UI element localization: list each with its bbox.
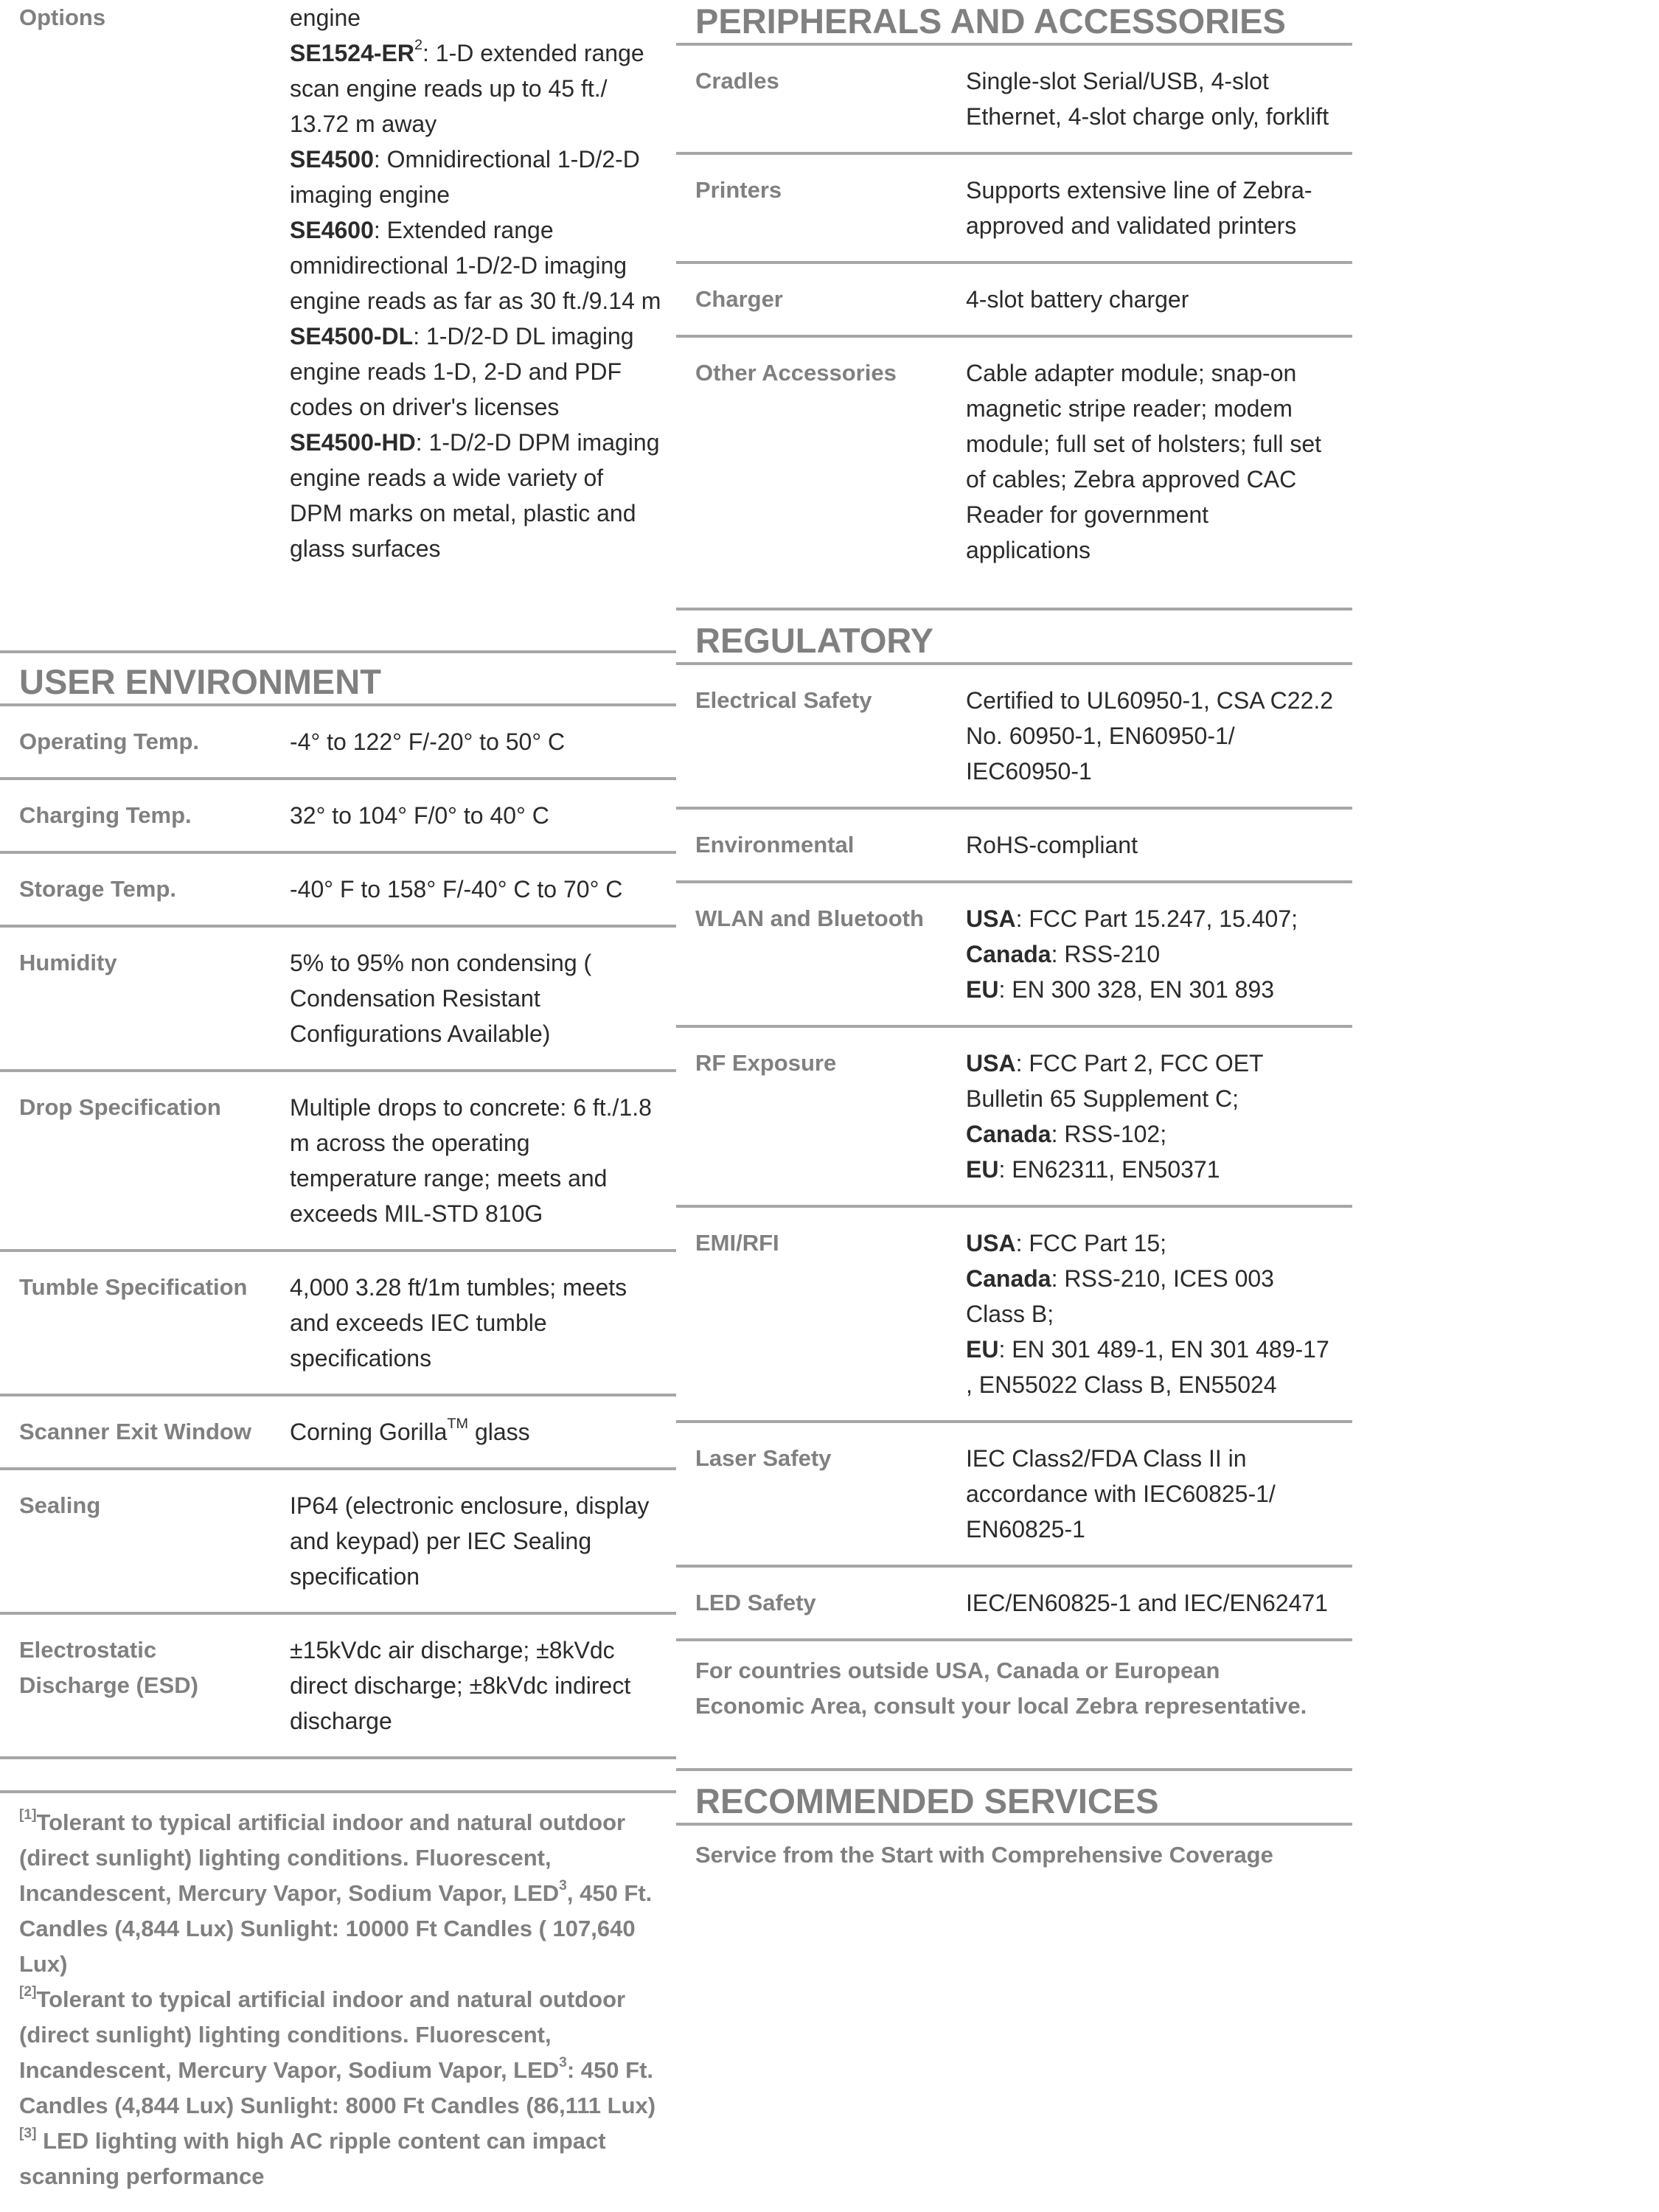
peripheral-label: Cradles [695, 68, 779, 94]
regulatory-text: IEC/EN60825-1 and IEC/EN62471 [966, 1590, 1328, 1616]
options-line [290, 319, 661, 425]
peripheral-row [676, 264, 1352, 338]
regulatory-label: EMI/RFI [695, 1230, 779, 1256]
spec-value-sup: TM [447, 1416, 469, 1433]
regulatory-value [947, 1208, 1352, 1420]
regulatory-table [676, 665, 1352, 1641]
regulatory-label: Laser Safety [695, 1445, 832, 1471]
regulatory-label: RF Exposure [695, 1050, 837, 1076]
regulatory-value [947, 810, 1352, 880]
spec-row [0, 1072, 676, 1252]
options-line-model: SE4500 [290, 146, 374, 173]
footnote-text: Tolerant to typical artificial indoor and natural outdoor (direct sunlight) lighting conditions. Fluorescent, Incandescent, Mercury Vapor, Sodium Vapor, LED [19, 1809, 626, 1906]
regulatory-line [966, 1332, 1338, 1402]
peripheral-row [676, 338, 1352, 585]
spec-label: Charging Temp. [19, 802, 192, 828]
regulatory-row [676, 665, 1352, 810]
regulatory-label: Environmental [695, 832, 855, 858]
regulatory-row [676, 1568, 1352, 1641]
options-line-text: : 1-D/2-D DPM imaging engine reads a wide variety of DPM marks on metal, plastic and glass surfaces [290, 429, 660, 562]
regulatory-value [947, 1028, 1352, 1205]
peripheral-row [676, 46, 1352, 155]
peripheral-row [676, 155, 1352, 264]
services-text: Service from the Start with Comprehensive Coverage [695, 1842, 1273, 1868]
spec-row [0, 1470, 676, 1615]
regulatory-text: RoHS-compliant [966, 832, 1138, 858]
options-line-sup: 2 [414, 37, 423, 54]
regulatory-row [676, 883, 1352, 1028]
regulatory-line [966, 972, 1338, 1007]
regulatory-region: EU [966, 1156, 999, 1183]
spec-row [0, 854, 676, 928]
regulatory-text: IEC Class2/FDA Class II in accordance with IEC60825-1/ EN60825-1 [966, 1445, 1276, 1543]
spec-label: Tumble Specification [19, 1274, 248, 1300]
peripherals-table [676, 46, 1352, 585]
options-line-model: SE4500-HD [290, 429, 416, 456]
peripheral-value: 4-slot battery charger [966, 286, 1189, 313]
spec-value: -40° F to 158° F/-40° C to 70° C [290, 876, 623, 902]
spec-value [271, 1397, 676, 1467]
regulatory-text: : EN 301 489-1, EN 301 489-17 , EN55022 Class B, EN55024 [966, 1336, 1329, 1398]
regulatory-text: : RSS-210, ICES 003 Class B; [966, 1265, 1274, 1327]
user-environment-title: USER ENVIRONMENT [0, 653, 676, 706]
peripheral-label: Printers [695, 177, 782, 203]
spec-row [0, 1397, 676, 1470]
regulatory-region: Canada [966, 1265, 1051, 1292]
footnote-tail: , 450 Ft. Candles (4,844 Lux) Sunlight: 10000 Ft Candles ( 107,640 Lux) [19, 1880, 653, 1977]
options-label: Options [19, 4, 106, 30]
footnote-text: LED lighting with high AC ripple content can impact scanning performance [19, 2128, 606, 2189]
regulatory-value [947, 883, 1352, 1025]
regulatory-note: For countries outside USA, Canada or European Economic Area, consult your local Zebra representative. [695, 1658, 1307, 1719]
spec-label: Scanner Exit Window [19, 1419, 251, 1444]
regulatory-value [947, 1423, 1352, 1565]
peripheral-label: Other Accessories [695, 360, 897, 386]
options-line [290, 35, 661, 142]
spec-value: 32° to 104° F/0° to 40° C [290, 802, 549, 829]
regulatory-region: EU [966, 1336, 999, 1363]
options-line [290, 0, 661, 35]
footnote-tail: : 450 Ft. Candles (4,844 Lux) Sunlight: 8000 Ft Candles (86,111 Lux) [19, 2057, 656, 2118]
options-line [290, 142, 661, 212]
regulatory-text: : EN62311, EN50371 [998, 1156, 1220, 1183]
regulatory-text: : FCC Part 2, FCC OET Bulletin 65 Supplement C; [966, 1050, 1264, 1112]
spec-value: IP64 (electronic enclosure, display and keypad) per IEC Sealing specification [290, 1492, 650, 1590]
regulatory-line [966, 901, 1338, 936]
regulatory-region: Canada [966, 1121, 1051, 1147]
regulatory-region: Canada [966, 941, 1051, 967]
options-line-text: : 1-D/2-D DL imaging engine reads 1-D, 2-D and PDF codes on driver's licenses [290, 323, 634, 420]
peripheral-label: Charger [695, 286, 783, 312]
options-line-text: : 1-D extended range scan engine reads up to 45 ft./ 13.72 m away [290, 40, 644, 137]
regulatory-line [966, 1152, 1338, 1187]
regulatory-text: : RSS-102; [1051, 1121, 1167, 1147]
regulatory-text: Certified to UL60950-1, CSA C22.2 No. 60950-1, EN60950-1/ IEC60950-1 [966, 687, 1334, 785]
spec-row [0, 706, 676, 780]
regulatory-row [676, 1208, 1352, 1423]
spec-row [0, 780, 676, 854]
regulatory-line [966, 1261, 1338, 1332]
options-line [290, 212, 661, 319]
regulatory-row [676, 810, 1352, 883]
spec-label: Humidity [19, 950, 117, 975]
regulatory-value [947, 1568, 1352, 1638]
footnotes [0, 1790, 676, 2194]
footnote [0, 2124, 676, 2194]
spec-label: Drop Specification [19, 1094, 221, 1120]
regulatory-value [947, 665, 1352, 807]
footnote-number: [1] [19, 1806, 37, 1823]
options-line-model: SE4500-DL [290, 323, 414, 349]
peripherals-title: PERIPHERALS AND ACCESSORIES [676, 0, 1352, 46]
regulatory-line [966, 1585, 1338, 1621]
regulatory-line [966, 827, 1338, 863]
spec-label: Storage Temp. [19, 876, 177, 902]
services-title: RECOMMENDED SERVICES [676, 1771, 1352, 1826]
left-column [0, 0, 676, 2194]
spec-value: Multiple drops to concrete: 6 ft./1.8 m across the operating temperature range; meets and exceeds MIL-STD 810G [290, 1094, 652, 1227]
spec-value: -4° to 122° F/-20° to 50° C [290, 728, 566, 755]
options-line-model: SE1524-ER [290, 40, 414, 66]
spec-value-text: glass [468, 1419, 530, 1445]
regulatory-text: : FCC Part 15; [1015, 1230, 1167, 1256]
spec-row [0, 1252, 676, 1397]
regulatory-text: : FCC Part 15.247, 15.407; [1015, 905, 1298, 932]
peripheral-value: Cable adapter module; snap-on magnetic stripe reader; modem module; full set of holsters; full set of cables; Zebra approved CAC Reader for government applications [966, 360, 1321, 563]
footnote-sup: 3 [559, 1877, 567, 1893]
regulatory-line [966, 1441, 1338, 1547]
spec-value-text: Corning Gorilla [290, 1419, 448, 1445]
options-value [271, 0, 676, 650]
options-line [290, 425, 661, 566]
regulatory-region: USA [966, 1230, 1016, 1256]
regulatory-line [966, 1116, 1338, 1152]
regulatory-row [676, 1028, 1352, 1208]
regulatory-line [966, 936, 1338, 972]
regulatory-line [966, 1225, 1338, 1261]
regulatory-text: : RSS-210 [1051, 941, 1161, 967]
regulatory-label: LED Safety [695, 1590, 816, 1615]
peripheral-value: Single-slot Serial/USB, 4-slot Ethernet, 4-slot charge only, forklift [966, 68, 1329, 130]
regulatory-region: USA [966, 905, 1016, 932]
regulatory-region: EU [966, 976, 999, 1003]
regulatory-row [676, 1423, 1352, 1568]
spec-value: 4,000 3.28 ft/1m tumbles; meets and exceeds IEC tumble specifications [290, 1274, 627, 1371]
spec-label: Electrostatic Discharge (ESD) [19, 1637, 198, 1698]
right-column [676, 0, 1352, 1873]
footnote-sup: 3 [559, 2054, 567, 2070]
regulatory-text: : EN 300 328, EN 301 893 [998, 976, 1275, 1003]
user-environment-table [0, 706, 676, 1759]
regulatory-label: Electrical Safety [695, 687, 872, 713]
options-line-text: : Omnidirectional 1-D/2-D imaging engine [290, 146, 640, 208]
spec-row [0, 928, 676, 1072]
regulatory-line [966, 1046, 1338, 1116]
options-line-text: : Extended range omnidirectional 1-D/2-D imaging engine reads as far as 30 ft./9.14 m [290, 217, 661, 314]
regulatory-title: REGULATORY [676, 611, 1352, 665]
regulatory-label: WLAN and Bluetooth [695, 905, 924, 931]
footnote [0, 1982, 676, 2124]
options-line-text: engine [290, 4, 361, 31]
options-line-model: SE4600 [290, 217, 374, 243]
spec-label: Sealing [19, 1492, 101, 1518]
options-row [0, 0, 676, 653]
footnote-number: [3] [19, 2125, 37, 2141]
footnote-number: [2] [19, 1983, 37, 2000]
footnote [0, 1793, 676, 1982]
regulatory-region: USA [966, 1050, 1016, 1077]
spec-value: ±15kVdc air discharge; ±8kVdc direct discharge; ±8kVdc indirect discharge [290, 1637, 631, 1734]
footnote-text: Tolerant to typical artificial indoor and natural outdoor (direct sunlight) lighting conditions. Fluorescent, Incandescent, Mercury Vapor, Sodium Vapor, LED [19, 1986, 626, 2083]
spec-row [0, 1615, 676, 1759]
regulatory-line [966, 683, 1338, 789]
spec-value: 5% to 95% non condensing ( Condensation Resistant Configurations Available) [290, 950, 592, 1047]
peripheral-value: Supports extensive line of Zebra-approved and validated printers [966, 177, 1312, 239]
spec-label: Operating Temp. [19, 728, 200, 754]
